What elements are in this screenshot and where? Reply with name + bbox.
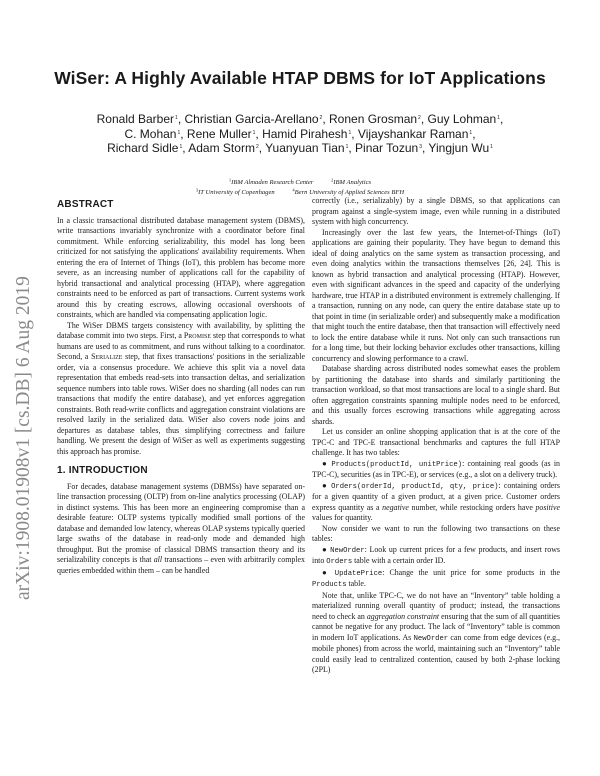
- author-line-2: C. Mohan$^1$, Rene Muller$^1$, Hamid Pirahesh$^1$, Vijayshankar Raman$^1$,: [124, 126, 476, 141]
- author-sup: 1: [348, 129, 352, 136]
- author-name: Ronen Grosman: [329, 112, 418, 126]
- affiliation: $^1$IBM Almaden Research Center: [228, 177, 314, 186]
- serialize-term: Serialize: [91, 352, 123, 361]
- code-term: Products(productId, unitPrice): [331, 460, 463, 469]
- bullet-item: ● Products(productId, unitPrice): containing real goods (as in TPC-C), securities (as in TPC-E), or services (e.g., a slot on a delivery truck).: [312, 458, 560, 479]
- code-term: Orders: [326, 558, 353, 566]
- affiliation-line-1: [100, 177, 500, 186]
- author-sup: 1: [179, 144, 183, 150]
- right-column: [312, 196, 560, 676]
- author-name: C. Mohan: [124, 126, 177, 141]
- arxiv-stamp: [2, 195, 44, 605]
- body-paragraph: Now consider we want to run the following two transactions on these tables:: [312, 523, 560, 543]
- promise-term: Promise: [183, 331, 211, 340]
- affiliation: $^3$IT University of Copenhagen: [195, 187, 275, 196]
- author-name: Christian Garcia-Arellano: [184, 112, 319, 126]
- bullet-item: ● UpdatePrice: Change the unit price for some products in the Products table.: [312, 567, 560, 589]
- abstract-paragraph: In a classic transactional distributed database management system (DBMS), write transactions invariably synchronize with a coordinator before final commitment. While enforcing serializability, this model has long been criticized for not satisfying the applications' availability requirements. When entering the era of Internet of Things (IoT), this problem has become more severe, as an increasing number of applications call for the capability of hybrid transactional and analytical processing (HTAP), where aggregation constraints need to be enforced as part of transactions. Current systems work around this by creating escrows, allowing occasional overshoots of constraints, which are handled via compensating application logic.: [57, 215, 305, 319]
- body-paragraph: Database sharding across distributed nodes somewhat eases the problem by partitioning the database into shards and similarly partitioning the transaction workload, so that most transactions are local to a single shard. But often aggregation constraints spanning multiple nodes need to be enforced, and this usually forces escrowing transactions while aggregating across shards.: [312, 364, 560, 426]
- author-sup: 2: [418, 115, 421, 121]
- author-sup: 1: [177, 129, 181, 136]
- author-name: Yingjun Wu: [428, 141, 490, 155]
- bullet-item: ● NewOrder: Look up current prices for a few products, and insert rows into Orders table with a certain order ID.: [312, 544, 560, 566]
- author-name: Yuanyuan Tian: [265, 141, 345, 155]
- affiliation: $^4$Bern University of Applied Sciences BFH: [292, 187, 405, 196]
- author-sup: 1: [345, 144, 349, 150]
- code-term: UpdatePrice: [334, 569, 383, 578]
- author-sup: 1: [490, 144, 493, 150]
- author-name: Richard Sidle: [107, 141, 179, 155]
- body-paragraph: Let us consider an online shopping application that is at the core of the TPC-C and TPC-E transactional benchmarks and captures the full HTAP challenge. It has two tables:: [312, 427, 560, 457]
- author-sup: 3: [419, 144, 422, 150]
- author-sup: 2: [319, 115, 323, 121]
- paper-title: WiSer: A Highly Available HTAP DBMS for IoT Applications: [54, 68, 546, 88]
- author-name: Guy Lohman: [427, 112, 497, 126]
- body-paragraph: Note that, unlike TPC-C, we do not have an “Inventory” table holding a materialized running overall quantity of product; instead, the transactions need to check an aggregation constraint ensuring that the sum of all quantities cannot be negative for any product. The lack of “Inventory” table is common in modern IoT applications. As NewOrder can come from edge devices (e.g., mobile phones) from across the world, maintaining such an “Inventory” table could easily lead to centralized contention, caused by both 2-phase locking (2PL): [312, 590, 560, 674]
- intro-paragraph: For decades, database management systems (DBMSs) have separated on-line transaction processing (OLTP) from on-line analytics processing (OLAP) in distinct systems. This has been more an engineering compromise than a desirable feature: OLTP systems typically modified small portions of the database and demanded low latency, whereas OLAP systems typically queried large swaths of the database in read-only mode and demanded high throughput. But the promise of classical DBMS transaction theory and its serializability concepts is that all transactions – even with arbitrarily complex queries embedded within them – can be handled: [57, 481, 305, 575]
- author-sup: 1: [175, 115, 178, 121]
- abstract-heading: ABSTRACT: [57, 199, 114, 210]
- author-name: Pinar Tozun: [355, 141, 419, 155]
- author-name: Vijayshankar Raman: [357, 126, 469, 141]
- bullet-item: ● Orders(orderId, productId, qty, price): containing orders for a given quantity of a given product, at a given price. Customer orders express quantity as a negative number, while restocking orders have positive values for quantity.: [312, 480, 560, 522]
- body-paragraph: correctly (i.e., serializably) by a single DBMS, so that applications can program against a single-system image, even while running in a distributed system with high concurrency.: [312, 196, 560, 226]
- arxiv-stamp-text: arXiv:1908.01908v1 [cs.DB] 6 Aug 2019: [13, 276, 34, 600]
- author-sup: 1: [469, 129, 473, 136]
- author-sup: 1: [497, 115, 500, 121]
- author-line-3: Richard Sidle$^1$, Adam Storm$^2$, Yuanyuan Tian$^1$, Pinar Tozun$^3$, Yingjun Wu$^1$: [107, 141, 493, 155]
- affiliation-line-2: [100, 187, 500, 196]
- arxiv-stamp-svg: [2, 195, 44, 605]
- author-line-1: Ronald Barber$^1$, Christian Garcia-Arellano$^2$, Ronen Grosman$^2$, Guy Lohman$^1$,: [96, 112, 504, 126]
- body-paragraph: Increasingly over the last few years, the Internet-of-Things (IoT) applications are gaining their popularity. They have begun to demand this ideal of doing analytics on the same system as transaction processing, and even doing analytics within the transactions themselves [26, 24]. This is known as hybrid transaction and analytical processing (HTAP). However, even with significant advances in the speed and capacity of the underlying hardware, true HTAP in a distributed environment is extremely challenging. If a transaction, running on any node, can query the entire database state up to that point in time (in serializable order) and subsequently make a modification that might touch the entire database, then that transaction will effectively need to lock the entire database while it runs. Not only can such transactions run for a long time, but their locking behavior excludes other transactions, killing concurrency and slowing performance to a crawl.: [312, 227, 560, 363]
- code-term: NewOrder: [330, 546, 365, 555]
- left-column: [57, 200, 305, 576]
- introduction-heading: 1. INTRODUCTION: [57, 465, 148, 476]
- author-name: Rene Muller: [186, 126, 252, 141]
- author-list: [60, 112, 540, 156]
- affiliation: $^2$IBM Analytics: [331, 177, 372, 186]
- code-term: Orders(orderId, productId, qty, price): [331, 482, 499, 491]
- author-name: Adam Storm: [188, 141, 255, 155]
- author-sup: 2: [255, 144, 259, 150]
- abstract-paragraph: The WiSer DBMS targets consistency with availability, by splitting the database commit into two steps. First, a Promise step that corresponds to what humans are used to as commitment, and runs without talking to a coordinator. Second, a Serialize step, that fixes transactions' positions in the serializable order, via a consensus procedure. We achieve this split via a novel data representation that embeds read-sets into transaction deltas, and serialization sequence numbers into table rows. WiSer does no sharding (all nodes can run transactions that modify the entire database), and yet enforces aggregation constraints. Both read-write conflicts and aggregation constraint violations are resolved lazily in the serialized data. WiSer also covers node joins and departures as database tables, thus simplifying correctness and failure handling. We present the design of WiSer as well as experiments suggesting this approach has promise.: [57, 320, 306, 456]
- author-name: Ronald Barber: [96, 112, 175, 126]
- author-name: Hamid Pirahesh: [262, 126, 348, 141]
- code-term: Products: [312, 581, 347, 589]
- code-term: NewOrder: [413, 634, 449, 643]
- author-sup: 1: [252, 129, 256, 136]
